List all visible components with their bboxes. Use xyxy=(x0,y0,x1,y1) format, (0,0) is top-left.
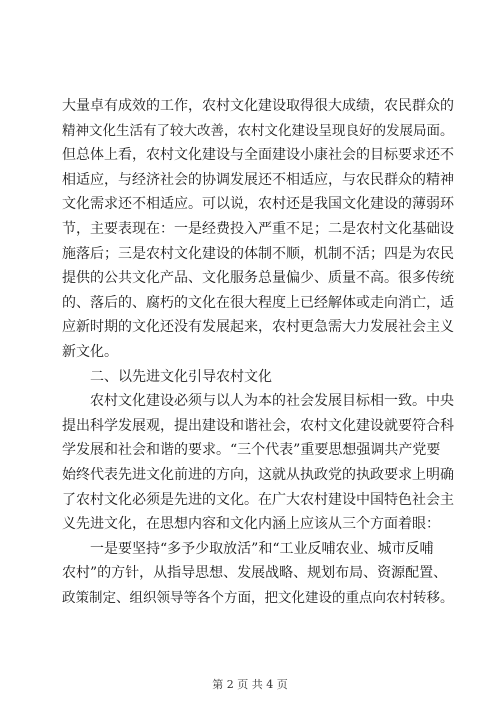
text-line: 精神文化生活有了较大改善，农村文化建设呈现良好的发展局面。 xyxy=(62,122,454,139)
text-line: 相适应，与经济社会的协调发展还不相适应，与农民群众的精神 xyxy=(62,171,454,188)
text-line: 的、落后的、腐朽的文化在很大程度上已经解体或走向消亡，适 xyxy=(62,294,454,311)
text-line: 应新时期的文化还没有发展起来，农村更急需大力发展社会主义 xyxy=(62,319,454,336)
text-line: 二、以先进文化引导农村文化 xyxy=(90,368,272,385)
text-line: 施落后；三是农村文化建设的体制不顺，机制不活；四是为农民 xyxy=(62,245,454,262)
text-line: 义先进文化，在思想内容和文化内涵上应该从三个方面着眼： xyxy=(62,516,440,533)
text-line: 始终代表先进文化前进的方向，这就从执政党的执政要求上明确 xyxy=(62,466,454,483)
text-line: 文化需求还不相适应。可以说，农村还是我国文化建设的薄弱环 xyxy=(62,196,454,213)
text-line: 节，主要表现在：一是经费投入严重不足；二是农村文化基础设 xyxy=(62,220,454,237)
text-line: 农村”的方针，从指导思想、发展战略、规划布局、资源配置、 xyxy=(62,565,448,582)
text-line: 一是要坚持“多予少取放活”和“工业反哺农业、城市反哺 xyxy=(90,540,434,557)
text-line: 大量卓有成效的工作，农村文化建设取得很大成绩，农民群众的 xyxy=(62,98,454,114)
text-line: 提供的公共文化产品、文化服务总量偏少、质量不高。很多传统 xyxy=(62,270,454,287)
page-footer: 第 2 页 共 4 页 xyxy=(212,678,288,691)
text-line: 提出科学发展观，提出建设和谐社会，农村文化建设就要符合科 xyxy=(62,417,454,434)
text-line: 但总体上看，农村文化建设与全面建设小康社会的目标要求还不 xyxy=(62,147,454,164)
text-line: 学发展和社会和谐的要求。“三个代表”重要思想强调共产党要 xyxy=(62,442,441,459)
text-line: 了农村文化必须是先进的文化。在广大农村建设中国特色社会主 xyxy=(62,491,454,508)
document-body xyxy=(62,94,457,610)
text-line: 政策制定、组织领导等各个方面，把文化建设的重点向农村转移。 xyxy=(62,589,454,606)
text-line: 农村文化建设必须与以人为本的社会发展目标相一致。中央 xyxy=(90,393,454,410)
text-line: 新文化。 xyxy=(62,343,118,360)
